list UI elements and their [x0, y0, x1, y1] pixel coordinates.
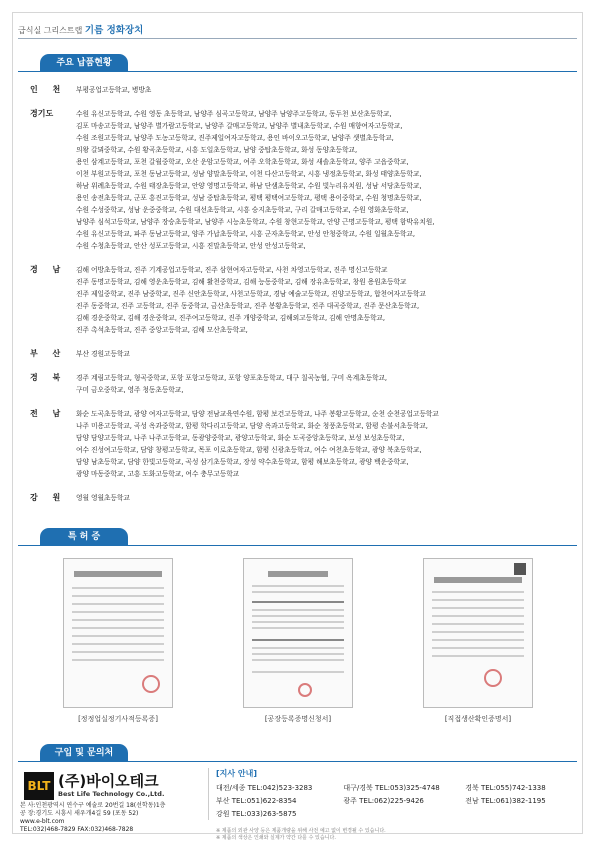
region-gyeongbuk — [24, 372, 574, 396]
branch-item: 경북 TEL:055)742-1338 — [465, 784, 546, 792]
region-schools: 경주 계림고등학교, 형곡중학교, 포항 포항고등학교, 포항 양포초등학교, 대구 칠곡농협, 구미 옥계초등학교, 구미 금오중학교, 영주 청동초등학교, — [76, 374, 387, 394]
branch-item: 전남 TEL:061)382-1195 — [465, 797, 546, 805]
branch-item: 대구/경북 TEL:053)325-4748 — [343, 784, 440, 792]
certificate-image — [423, 558, 533, 708]
contact-divider — [208, 768, 209, 820]
certificate-3 — [398, 558, 558, 724]
region-name: 인 천 — [30, 85, 67, 94]
region-jeonnam — [24, 408, 574, 480]
branch-title: [지사 안내] — [216, 769, 258, 778]
certificate-image — [243, 558, 353, 708]
region-list — [24, 84, 574, 516]
region-name: 경기도 — [30, 109, 54, 118]
branch-info — [216, 768, 576, 842]
region-name: 전 남 — [30, 409, 67, 418]
note-line: ※ 제품의 색상은 인쇄와 실제가 약간 다를 수 있습니다. — [216, 835, 336, 841]
region-schools: 영월 영월초등학교 — [76, 494, 130, 502]
region-schools: 수원 유신고등학교, 수원 영동 초등학교, 남양주 심곡고등학교, 남양주 남양주고등학교, 동두천 보산초등학교, 김포 마송고등학교, 남양주 별가람고등학교, 남양주 갈매고등학교, 남양주 별내초등학교, 수원 매향여자고등학교, 수원 조원고등학교, 남양주 도농고등학교, 진주제일여자고등학교, 용인 바이오고등학교, 남양주 샛별초등학교, 의왕 갈뫼중학교, 수원 황곡초등학교, 시흥 도일초등학교, 남양 중탑초등학교, 화성 동양초등학교, 용인 삼계고등학교, 포천 갈월중학교, 오산 운암고등학교, 여주 오학초등학교, 화성 새솔초등학교, 양주 고읍중학교, 이천 부원고등학교, 포천 동남고등학교, 성남 양말초등학교, 이천 다산고등학교, 시흥 냉정초등학교, 화성 태양초등학교, 하남 위례초등학교, 수원 태장초등학교, 안양 영명고등학교, 하남 단샘초등학교, 수원 빛누리유치원, 성남 서당초등학교, 용인 송전초등학교, 군포 흥진고등학교, 성남 중탑초등학교, 평택 평택여고등학교, 평택 용이중학교, 수원 청명초등학교, 수원 수성중학교, 성남 운중중학교, 수원 대선초등학교, 시흥 승지초등학교, 구리 갈매고등학교, 수원 영화초등학교, 남양주 심석고등학교, 남양주 장승초등학교, 남양주 시능초등학교, 수원 창현고등학교, 안양 근명고등학교, 평택 함박유치원, 수원 유신고등학교, 파주 동남고등학교, 양주 가납초등학교, 시흥 군자초등학교, 안성 안청중학교, 수원 일월초등학교, 수원 수청초등학교, 안산 성포고등학교, 시흥 진말초등학교, 안성 안성고등학교, — [76, 110, 435, 250]
certificate-caption: [공장등록증명신청서] — [264, 715, 332, 723]
header-line — [18, 22, 143, 36]
region-schools: 화순 도곡초등학교, 광양 여자고등학교, 담양 전남교육연수원, 함평 보건고등학교, 나주 봉황고등학교, 순천 순천공업고등학교 나주 미용고등학교, 곡성 옥과중학교, 함평 학다리고등학교, 담양 옥과고등학교, 화순 청풍초등학교, 함평 손불서초등학교, 담양 담양고등학교, 나주 나주고등학교, 동광양중학교, 광양고등학교, 화순 도곡중앙초등학교, 보성 보성초등학교, 여수 진성여고등학교, 담양 창평고등학교, 목포 이로초등학교, 함평 신광초등학교, 여수 여천초등학교, 광양 북초등학교, 담양 남초등학교, 담양 한빛고등학교, 곡성 삼기초등학교, 장성 약수초등학교, 함평 해보초등학교, 광양 백운중학교, 광양 마동중학교, 고흥 도화고등학교, 여수 충무고등학교 — [76, 410, 439, 478]
branch-item: 강원 TEL:033)263-5875 — [216, 810, 297, 818]
section-inquiry-title: 구입 및 문의처 — [40, 744, 128, 762]
branch-grid — [216, 783, 576, 819]
company-logo: BLT — [24, 772, 54, 800]
section-inquiry — [18, 744, 577, 762]
region-name: 강 원 — [30, 493, 67, 502]
branch-item: 광주 TEL:062)225-9426 — [343, 797, 424, 805]
section-patent — [18, 528, 577, 546]
region-name: 경 남 — [30, 265, 67, 274]
note-line: ※ 제품의 외관 사양 등은 제품개량을 위해 사전 예고 없이 변경될 수 있습니다. — [216, 828, 386, 834]
branch-item: 부산 TEL:051)622-8354 — [216, 797, 297, 805]
company-name: (주)바이오테크 — [58, 772, 159, 790]
section-delivery — [18, 54, 577, 72]
region-gyeonggi — [24, 108, 574, 252]
header-left: 급식실 그리스트랩 — [18, 26, 85, 35]
certificate-caption: [정정업실정기사적등록증] — [78, 715, 158, 723]
certificate-2 — [218, 558, 378, 724]
company-name-en: Best Life Technology Co.,Ltd. — [58, 790, 165, 798]
certificate-image — [63, 558, 173, 708]
section-patent-title: 특 허 증 — [40, 528, 128, 546]
certificate-caption: [직접생산확인증명서] — [444, 715, 512, 723]
certificate-1 — [38, 558, 198, 724]
region-busan — [24, 348, 574, 360]
region-schools: 부산 경원고등학교 — [76, 350, 130, 358]
region-gangwon — [24, 492, 574, 504]
company-address: 본 사:인천광역시 연수구 예술로 20번길 18(선학동)1층 공 장:경기도 시흥시 새우개4길 59 (포동 52) www.e-blt.com TEL:032)468-7829 FAX:032)468-7828 — [20, 802, 166, 833]
section-delivery-title: 주요 납품현황 — [40, 54, 128, 72]
region-name: 경 북 — [30, 373, 67, 382]
region-incheon — [24, 84, 574, 96]
branch-item: 대전/세종 TEL:042)523-3283 — [216, 784, 313, 792]
contact-block — [18, 768, 577, 841]
region-schools: 김해 어방초등학교, 진주 기계공업고등학교, 진주 삼현여자고등학교, 사천 차영고등학교, 진주 명신고등학교 진주 동명고등학교, 김해 영운초등학교, 김해 활천중학교, 김해 능동중학교, 김해 장유초등학교, 창원 용원초등학교 진주 제일중학교, 진주 남중학교, 진주 신안초등학교, 사천고등학교, 경남 예술고등학교, 진양고등학교, 합천여자고등학교 진주 동중학교, 진주 고등학교, 진주 동중학교, 금산초등학교, 진주 봉황초등학교, 진주 대곡중학교, 진주 문산초등학교, 김해 경운중학교, 김해 경운중학교, 진주여고등학교, 진주 개양중학교, 김해외고등학교, 김해 안명초등학교, 진주 촉석초등학교, 진주 중앙고등학교, 김해 모산초등학교, — [76, 266, 426, 334]
certificate-gallery — [18, 558, 577, 730]
header-title: 기름 정화장치 — [84, 25, 144, 36]
branch-notes — [216, 828, 576, 842]
region-gyeongnam — [24, 264, 574, 336]
region-name: 부 산 — [30, 349, 67, 358]
header-divider — [18, 38, 577, 39]
region-schools: 부평공업고등학교, 병방초 — [76, 86, 152, 94]
